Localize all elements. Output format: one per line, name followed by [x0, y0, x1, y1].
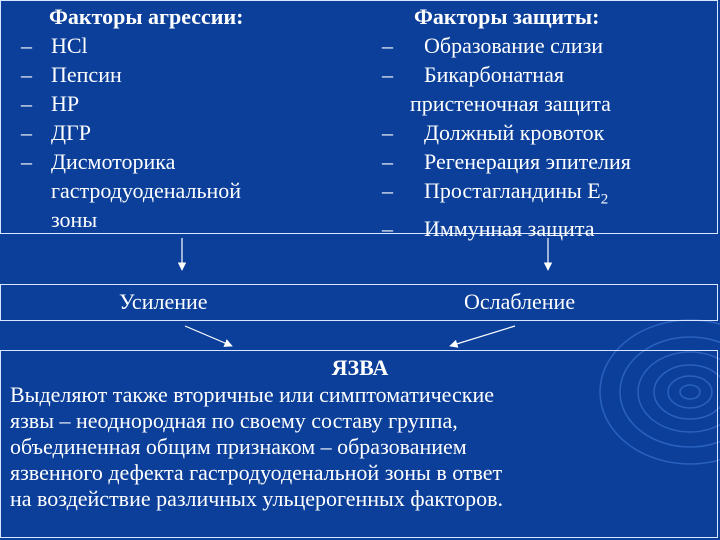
description-line: язвы – неоднородная по своему составу группа,: [10, 408, 458, 433]
dash-marker: –: [382, 62, 393, 87]
effect-box: [0, 284, 718, 321]
dash-marker: –: [21, 91, 32, 116]
list-item: – Регенерация эпителия: [382, 149, 631, 174]
weakening-label: Ослабление: [464, 289, 576, 314]
description-line: Выделяют также вторичные или симптоматические: [10, 382, 494, 407]
dash-marker: –: [382, 149, 393, 174]
list-item: – Должный кровоток: [382, 120, 605, 145]
list-item: – ДГР: [21, 120, 91, 145]
ulcer-description: [10, 382, 700, 512]
strengthening-label: Усиление: [119, 289, 208, 314]
subscript-two: 2: [600, 191, 609, 208]
list-item-continuation: пристеночная защита: [410, 91, 611, 116]
list-item: – Иммунная защита: [382, 216, 595, 242]
arrow-to-ulcer-right: [450, 326, 515, 346]
dash-marker: –: [21, 120, 32, 145]
list-item: – Пепсин: [21, 62, 122, 87]
description-line: объединенная общим признаком – образованием: [10, 434, 467, 459]
list-item: – Дисмоторика: [21, 149, 176, 174]
factors-panel: [0, 0, 718, 242]
aggression-title: Факторы агрессии:: [49, 4, 244, 29]
arrow-to-ulcer-left: [185, 326, 232, 346]
description-line: язвенного дефекта гастродуоденальной зоны в ответ: [10, 460, 503, 485]
list-item: – Образование слизи: [382, 33, 604, 58]
protection-title: Факторы защиты:: [414, 4, 600, 29]
ulcer-title: ЯЗВА: [331, 355, 389, 380]
list-item: – HCl: [21, 33, 88, 58]
list-item-continuation: гастродуоденальной: [51, 178, 242, 203]
dash-marker: –: [21, 62, 32, 87]
aggression-list: [1, 31, 361, 234]
ulcer-box: [0, 350, 718, 538]
list-item: – НР: [21, 91, 80, 116]
list-item-continuation: зоны: [51, 207, 98, 232]
dash-marker: –: [382, 216, 393, 242]
list-item: – Простагландины $Е_2$: [382, 178, 609, 208]
dash-marker: –: [382, 178, 393, 203]
aggression-factors: [1, 3, 361, 234]
protection-factors: [376, 3, 720, 243]
dash-marker: –: [382, 33, 393, 58]
dash-marker: –: [21, 33, 32, 58]
dash-marker: –: [382, 120, 393, 145]
dash-marker: –: [21, 149, 32, 174]
list-item: – Бикарбонатная: [382, 62, 564, 87]
protection-list: [376, 31, 720, 243]
description-line: на воздействие различных ульцерогенных факторов.: [10, 486, 503, 511]
